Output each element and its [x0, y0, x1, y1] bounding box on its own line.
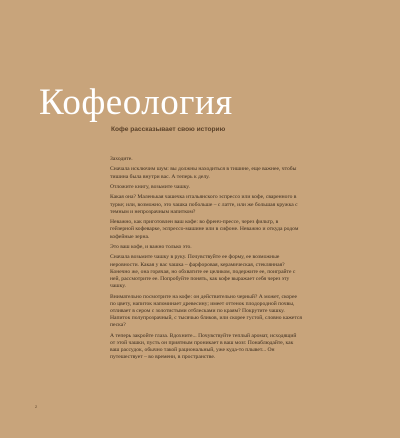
- paragraph: Отложите книгу, возьмите чашку.: [110, 183, 190, 190]
- paragraph: Заходите.: [110, 156, 133, 162]
- body-text: [110, 156, 302, 365]
- paragraph: А теперь закройте глаза. Вдохните... Почувствуйте теплый аромат, исходящий от этой чашки, пусть он приятным проникает в ваш мозг. Понаблюдайте, как ваш рассудок, обычно такой рациональный, уже куда-то плывет... Он путешествует – во времени, в пространстве.: [110, 332, 297, 361]
- paragraph: Какая она? Маленькая чашечка итальянского эспрессо или кофе, сваренного в турке; или, возможно, это чашка побольше – с латте, или же большая кружка с темным и непрозрачным напитком?: [110, 194, 298, 215]
- paragraph: Сначала возьмите чашку в руку. Почувствуйте ее форму, ее возможные неровности. Какая у вас чашка – фарфоровая, керамическая, стеклянная? Конечно же, она горячая, но обхватите ее целиком, подержите ее, поиграйте с ней, рассмотрите ее. Попробуйте понять, как кофе выражает себя через эту чашку.: [110, 254, 296, 290]
- paragraph: Внимательно посмотрите на кофе: он действительно черный? А может, скорее по цвету, напиток напоминает древесину; имеет оттенок плодородной почвы, отливает в сером с золотистыми отблесками по краям? Покрутите чашку. Напиток полупрозрачный, с тысячью бликов, или скорее густой, словно кажется песка?: [110, 293, 302, 329]
- page-subtitle: Кофе рассказывает свою историю: [111, 126, 226, 133]
- page-title: Кофеология: [39, 82, 233, 123]
- paragraph: Сначала исключим шум: вы должны находиться в тишине, еще важнее, чтобы тишина была внутри вас. А теперь к делу.: [110, 166, 297, 180]
- paragraph: Неважно, как приготовлен ваш кофе: во френч-прессе, через фильтр, в гейзерной кофеварке, эспрессо-машине или в сифоне. Неважно и откуда родом кофейные зерна.: [110, 219, 299, 240]
- page-number: 2: [35, 404, 38, 409]
- paragraph: Это ваш кофе, и важно только это.: [110, 243, 192, 250]
